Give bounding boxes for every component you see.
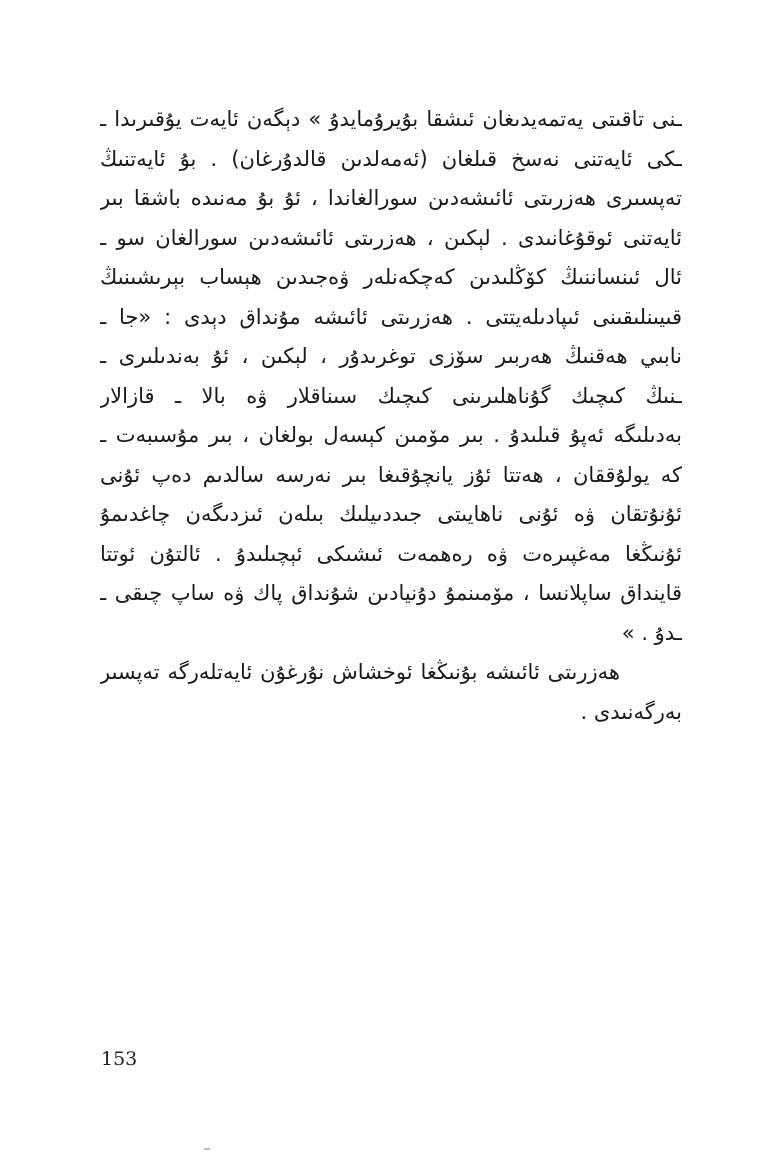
text-line: ـكى ئايەتنى نەسخ قىلغان (ئەمەلدىن قالدۇرغان) . بۇ ئايەتنىڭ [100,146,682,171]
page-number: 153 [101,1048,138,1070]
scan-speck [204,1148,210,1150]
text-line: بەرگەنىدى . [580,699,682,724]
text-line: بەدىلىگە ئەپۇ قىلىدۇ . بىر مۆمىن كېسەل بولغان ، بىر مۇسىبەت ـ [100,423,682,447]
text-line: ـنى تاقىتى يەتمەيدىغان ئىشقا بۇيرۇمايدۇ » دېگەن ئايەت يۇقىرىدا ـ [100,107,682,131]
text-line: نابىي ھەقنىڭ ھەربىر سۆزى توغرىدۇر ، لېكىن ، ئۇ بەندىلىرى ـ [100,344,682,368]
text-line: ھەزرىتى ئائىشە بۇنىڭغا ئوخشاش نۇرغۇن ئايەتلەرگە تەپسىر [100,660,620,684]
paragraph-2 [100,653,682,732]
text-line: ـنىڭ كىچىك گۇناھلىرىنى كىچىك سىناقلار ۋە بالا ـ قازالار [100,383,682,408]
text-line: قىيىنلىقىنى ئىپادىلەيتتى . ھەزرىتى ئائىشە مۇنداق دېدى : «جا ـ [100,304,682,329]
paragraph-1 [100,100,682,653]
text-line: ئايەتنى ئوقۇغانىدى . لېكىن ، ھەزرىتى ئائىشەدىن سورالغان سو ـ [100,225,682,250]
text-line: كە يولۇققان ، ھەتتا ئۇز يانچۇقىغا بىر نەرسە سالدىم دەپ ئۇنى [100,462,682,487]
text-line: ـدۇ . » [621,620,682,645]
text-line: ئال ئىنساننىڭ كۆڭلىدىن كەچكەنلەر ۋەجىدىن ھېساب بېرىشىنىڭ [100,265,682,289]
text-line: قاينداق ساپلانسا ، مۆمىنمۇ دۇنيادىن شۇنداق پاك ۋە ساپ چىقى ـ [100,581,682,605]
text-line: ئۇنۇتقان ۋە ئۇنى ناھايىتى جىددىيلىك بىلەن ئىزدىگەن چاغدىمۇ [100,502,682,526]
body-text [100,100,682,732]
text-line: تەپسىرى ھەزرىتى ئائىشەدىن سورالغاندا ، ئۇ بۇ مەنىدە باشقا بىر [100,186,682,210]
text-line: ئۇنىڭغا مەغپىرەت ۋە رەھمەت ئىشىكى ئېچىلىدۇ . ئالتۇن ئوتتا [100,541,682,566]
